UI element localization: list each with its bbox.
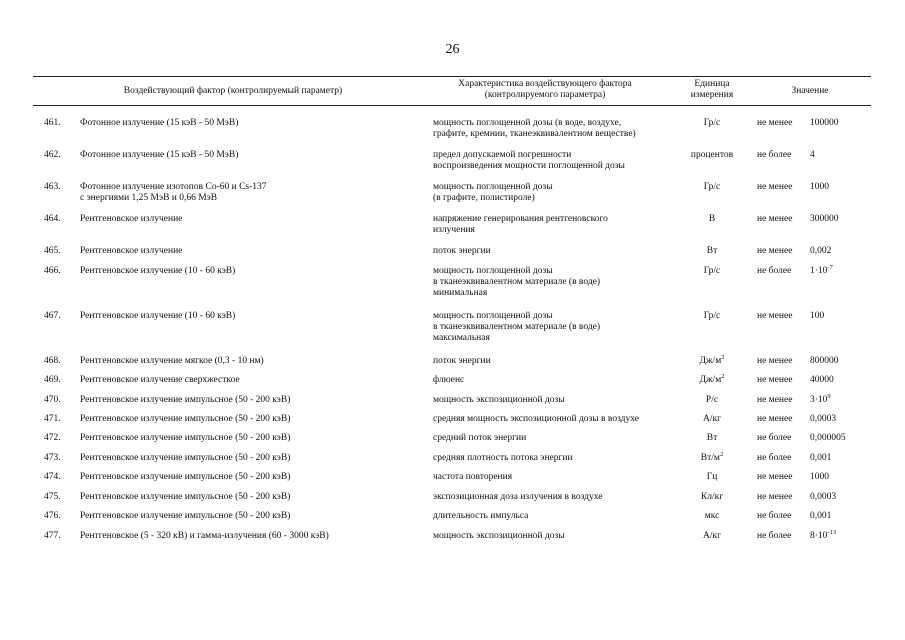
header-factor: Воздействующий фактор (контролируемый параметр): [123, 86, 343, 96]
row-factor: [80, 266, 420, 277]
row-number-text: 466.: [44, 266, 61, 276]
row-unit-text: Гр/с: [703, 182, 721, 192]
row-factor-text: Фотонное излучение (15 кэВ - 50 МэВ): [80, 118, 239, 128]
page-number: 26: [445, 42, 460, 57]
row-unit-text: Вт: [706, 433, 718, 443]
row-characteristic: [433, 150, 673, 172]
row-value: [810, 392, 831, 406]
row-value-text: 1000: [810, 182, 829, 192]
row-unit-exponent: 2: [721, 372, 725, 380]
row-unit-text: А/кг: [702, 414, 721, 424]
row-comparison: [757, 266, 791, 277]
row-comparison-text: не менее: [757, 246, 793, 256]
row-unit-text: Вт: [706, 246, 718, 256]
row-number: [44, 433, 61, 444]
row-comparison: [757, 433, 791, 444]
row-number: [44, 511, 61, 522]
row-characteristic-text: поток энергии: [433, 356, 491, 366]
row-comparison: [757, 356, 792, 367]
row-value: [810, 528, 837, 542]
row-comparison-text: не менее: [757, 356, 793, 366]
row-unit: [672, 266, 752, 277]
row-value-text: 4: [810, 150, 815, 160]
row-unit-text: В: [708, 214, 716, 224]
row-comparison: [757, 472, 792, 483]
row-factor: [80, 453, 420, 464]
row-number: [44, 472, 61, 483]
row-value-text: 0,0003: [810, 492, 837, 502]
row-value-text: 0,001: [810, 453, 832, 463]
row-unit: [672, 433, 752, 444]
row-number: [44, 214, 61, 225]
row-unit: [672, 311, 752, 322]
row-number-text: 476.: [44, 511, 61, 521]
row-comparison-text: не менее: [757, 118, 793, 128]
row-value: [810, 150, 815, 161]
row-comparison-text: не более: [757, 266, 792, 276]
row-factor-text: Рентгеновское излучение импульсное (50 - 200 кэВ): [80, 472, 291, 482]
row-factor-text: Фотонное излучение изотопов Co-60 и Cs-137 с энергиями 1,25 МэВ и 0,66 МэВ: [80, 182, 267, 203]
row-factor: [80, 511, 420, 522]
row-factor-text: Рентгеновское излучение импульсное (50 - 200 кэВ): [80, 433, 291, 443]
row-value-text: 3·10: [810, 395, 828, 405]
row-characteristic: [433, 511, 673, 522]
row-unit: [672, 531, 752, 542]
row-value-exponent: -13: [827, 528, 837, 536]
row-number-text: 474.: [44, 472, 61, 482]
row-factor: [80, 375, 420, 386]
row-characteristic-text: мощность экспозиционной дозы: [433, 395, 565, 405]
row-comparison-text: не менее: [757, 311, 793, 321]
row-characteristic: [433, 395, 673, 406]
row-number-text: 464.: [44, 214, 61, 224]
row-factor-text: Рентгеновское излучение сверхжесткое: [80, 375, 240, 385]
row-value-text: 100: [810, 311, 825, 321]
row-factor-text: Рентгеновское излучение импульсное (50 - 200 кэВ): [80, 492, 291, 502]
row-characteristic: [433, 311, 673, 344]
row-unit: [672, 214, 752, 225]
row-unit-text: Гр/с: [703, 118, 721, 128]
row-factor-text: Рентгеновское излучение: [80, 214, 183, 224]
row-value: [810, 453, 831, 464]
row-unit: [672, 511, 752, 522]
row-value-text: 8·10: [810, 531, 828, 541]
row-number: [44, 118, 61, 129]
row-characteristic: [433, 375, 673, 386]
row-number-text: 473.: [44, 453, 61, 463]
row-comparison: [757, 214, 792, 225]
row-value: [810, 414, 836, 425]
row-number-text: 475.: [44, 492, 61, 502]
row-comparison-text: не более: [757, 453, 792, 463]
row-value: [810, 511, 831, 522]
row-characteristic-text: флюенс: [433, 375, 465, 385]
row-unit-text: Гр/с: [703, 311, 721, 321]
row-number: [44, 182, 61, 193]
row-unit-text: А/кг: [702, 531, 721, 541]
row-characteristic-text: поток энергии: [433, 246, 491, 256]
row-characteristic-text: частота повторения: [433, 472, 513, 482]
row-number: [44, 266, 61, 277]
row-characteristic-text: мощность поглощенной дозы (в воде, воздухе, графите, кремнии, тканеэквивалентном веществе): [433, 118, 636, 139]
row-unit: [672, 450, 752, 464]
row-characteristic: [433, 118, 673, 140]
row-number: [44, 311, 61, 322]
row-factor-text: Рентгеновское излучение (10 - 60 кэВ): [80, 311, 236, 321]
row-factor-text: Рентгеновское излучение импульсное (50 - 200 кэВ): [80, 453, 291, 463]
row-unit-text: процентов: [690, 150, 734, 160]
row-characteristic-text: мощность поглощенной дозы (в графите, полистироле): [433, 182, 553, 203]
row-characteristic: [433, 182, 673, 204]
row-comparison-text: не более: [757, 150, 792, 160]
row-characteristic: [433, 414, 673, 425]
row-unit-text: Вт/м: [700, 453, 720, 463]
row-factor: [80, 150, 420, 161]
table-header-rule: [33, 105, 871, 106]
row-factor-text: Рентгеновское излучение (10 - 60 кэВ): [80, 266, 236, 276]
row-comparison: [757, 118, 792, 129]
row-value: [810, 433, 846, 444]
row-factor: [80, 395, 420, 406]
row-number-text: 468.: [44, 356, 61, 366]
row-comparison: [757, 182, 792, 193]
row-value-text: 1000: [810, 472, 829, 482]
row-factor: [80, 182, 420, 204]
row-number-text: 469.: [44, 375, 61, 385]
row-value: [810, 375, 834, 386]
row-value: [810, 263, 833, 277]
row-value-text: 40000: [810, 375, 834, 385]
row-number-text: 472.: [44, 433, 61, 443]
row-value-exponent: -7: [827, 263, 833, 271]
row-comparison: [757, 492, 792, 503]
row-factor: [80, 414, 420, 425]
row-characteristic-text: средний поток энергии: [433, 433, 527, 443]
row-comparison-text: не менее: [757, 395, 793, 405]
row-number: [44, 395, 61, 406]
row-characteristic-text: средняя плотность потока энергии: [433, 453, 573, 463]
row-value: [810, 214, 839, 225]
row-comparison: [757, 453, 791, 464]
row-comparison-text: не менее: [757, 214, 793, 224]
table-header: [0, 77, 905, 105]
row-comparison: [757, 414, 792, 425]
row-number-text: 465.: [44, 246, 61, 256]
row-factor-text: Рентгеновское излучение: [80, 246, 183, 256]
row-number-text: 470.: [44, 395, 61, 405]
row-value: [810, 246, 831, 257]
row-comparison: [757, 311, 792, 322]
row-unit-text: мкс: [704, 511, 720, 521]
row-number-text: 477.: [44, 531, 61, 541]
row-value-text: 0,0003: [810, 414, 837, 424]
row-value-text: 1·10: [810, 266, 828, 276]
row-number-text: 461.: [44, 118, 61, 128]
row-comparison-text: не более: [757, 511, 792, 521]
row-value-text: 800000: [810, 356, 839, 366]
row-unit: [672, 472, 752, 483]
row-characteristic: [433, 492, 673, 503]
row-factor: [80, 531, 420, 542]
row-factor: [80, 118, 420, 129]
row-comparison-text: не менее: [757, 414, 793, 424]
header-characteristic: Характеристика воздействующего фактора (контролируемого параметра): [458, 79, 632, 100]
row-characteristic-text: мощность поглощенной дозы в тканеэквивалентном материале (в воде) минимальная: [433, 266, 601, 298]
row-unit: [672, 246, 752, 257]
row-comparison-text: не более: [757, 531, 792, 541]
row-comparison: [757, 375, 792, 386]
row-comparison-text: не менее: [757, 472, 793, 482]
row-factor-text: Рентгеновское излучение импульсное (50 - 200 кэВ): [80, 511, 291, 521]
row-characteristic: [433, 356, 673, 367]
row-unit: [672, 372, 752, 386]
row-factor: [80, 246, 420, 257]
row-comparison: [757, 150, 791, 161]
row-number-text: 467.: [44, 311, 61, 321]
row-characteristic-text: напряжение генерирования рентгеновского излучения: [433, 214, 608, 235]
row-characteristic: [433, 214, 673, 236]
row-characteristic: [433, 433, 673, 444]
row-value: [810, 472, 829, 483]
row-unit-exponent: 2: [721, 353, 725, 361]
row-value: [810, 492, 836, 503]
row-value-exponent: 9: [827, 392, 831, 400]
row-factor: [80, 356, 420, 367]
row-value-text: 100000: [810, 118, 839, 128]
row-comparison-text: не более: [757, 433, 792, 443]
row-unit-text: Дж/м: [699, 356, 722, 366]
row-unit: [672, 182, 752, 193]
row-number: [44, 246, 61, 257]
row-factor: [80, 214, 420, 225]
row-unit: [672, 492, 752, 503]
row-number: [44, 375, 61, 386]
row-characteristic: [433, 531, 673, 542]
row-unit: [672, 395, 752, 406]
row-comparison-text: не менее: [757, 375, 793, 385]
row-comparison: [757, 511, 791, 522]
row-comparison: [757, 246, 792, 257]
row-characteristic: [433, 266, 673, 299]
row-factor-text: Фотонное излучение (15 кэВ - 50 МэВ): [80, 150, 239, 160]
row-factor: [80, 311, 420, 322]
row-number-text: 463.: [44, 182, 61, 192]
row-value-text: 0,001: [810, 511, 832, 521]
row-number: [44, 150, 61, 161]
row-unit-text: Дж/м: [699, 375, 722, 385]
row-unit-text: Гц: [706, 472, 718, 482]
row-characteristic-text: мощность поглощенной дозы в тканеэквивалентном материале (в воде) максимальная: [433, 311, 601, 343]
row-comparison: [757, 531, 791, 542]
row-number-text: 471.: [44, 414, 61, 424]
row-unit-text: Кл/кг: [700, 492, 724, 502]
row-characteristic: [433, 246, 673, 257]
row-number: [44, 531, 61, 542]
row-unit-text: Гр/с: [703, 266, 721, 276]
row-factor-text: Рентгеновское излучение импульсное (50 - 200 кэВ): [80, 395, 291, 405]
row-factor-text: Рентгеновское излучение импульсное (50 - 200 кэВ): [80, 414, 291, 424]
row-number: [44, 492, 61, 503]
row-characteristic-text: мощность экспозиционной дозы: [433, 531, 565, 541]
row-factor: [80, 472, 420, 483]
row-unit: [672, 150, 752, 161]
row-value: [810, 311, 824, 322]
row-characteristic: [433, 453, 673, 464]
row-value-text: 0,000005: [810, 433, 846, 443]
row-comparison-text: не менее: [757, 492, 793, 502]
row-number-text: 462.: [44, 150, 61, 160]
row-comparison: [757, 395, 792, 406]
row-characteristic-text: экспозиционная доза излучения в воздухе: [433, 492, 603, 502]
row-characteristic: [433, 472, 673, 483]
row-value: [810, 118, 839, 129]
row-factor-text: Рентгеновское (5 - 320 кВ) и гамма-излучения (60 - 3000 кэВ): [80, 531, 329, 541]
row-factor: [80, 433, 420, 444]
row-comparison-text: не менее: [757, 182, 793, 192]
row-number: [44, 356, 61, 367]
row-unit: [672, 414, 752, 425]
row-factor: [80, 492, 420, 503]
row-characteristic-text: длительность импульса: [433, 511, 529, 521]
header-unit: Единица измерения: [690, 79, 734, 100]
row-unit: [672, 118, 752, 129]
row-value-text: 0,002: [810, 246, 832, 256]
row-value-text: 300000: [810, 214, 839, 224]
row-number: [44, 453, 61, 464]
row-unit: [672, 353, 752, 367]
row-number: [44, 414, 61, 425]
row-characteristic-text: предел допускаемой погрешности воспроизведения мощности поглощенной дозы: [433, 150, 625, 171]
header-value: Значение: [791, 86, 829, 96]
row-value: [810, 356, 839, 367]
row-factor-text: Рентгеновское излучение мягкое (0,3 - 10 нм): [80, 356, 264, 366]
row-unit-text: Р/с: [705, 395, 719, 405]
row-unit-exponent: 2: [719, 450, 724, 458]
row-characteristic-text: средняя мощность экспозиционной дозы в воздухе: [433, 414, 639, 424]
row-value: [810, 182, 829, 193]
